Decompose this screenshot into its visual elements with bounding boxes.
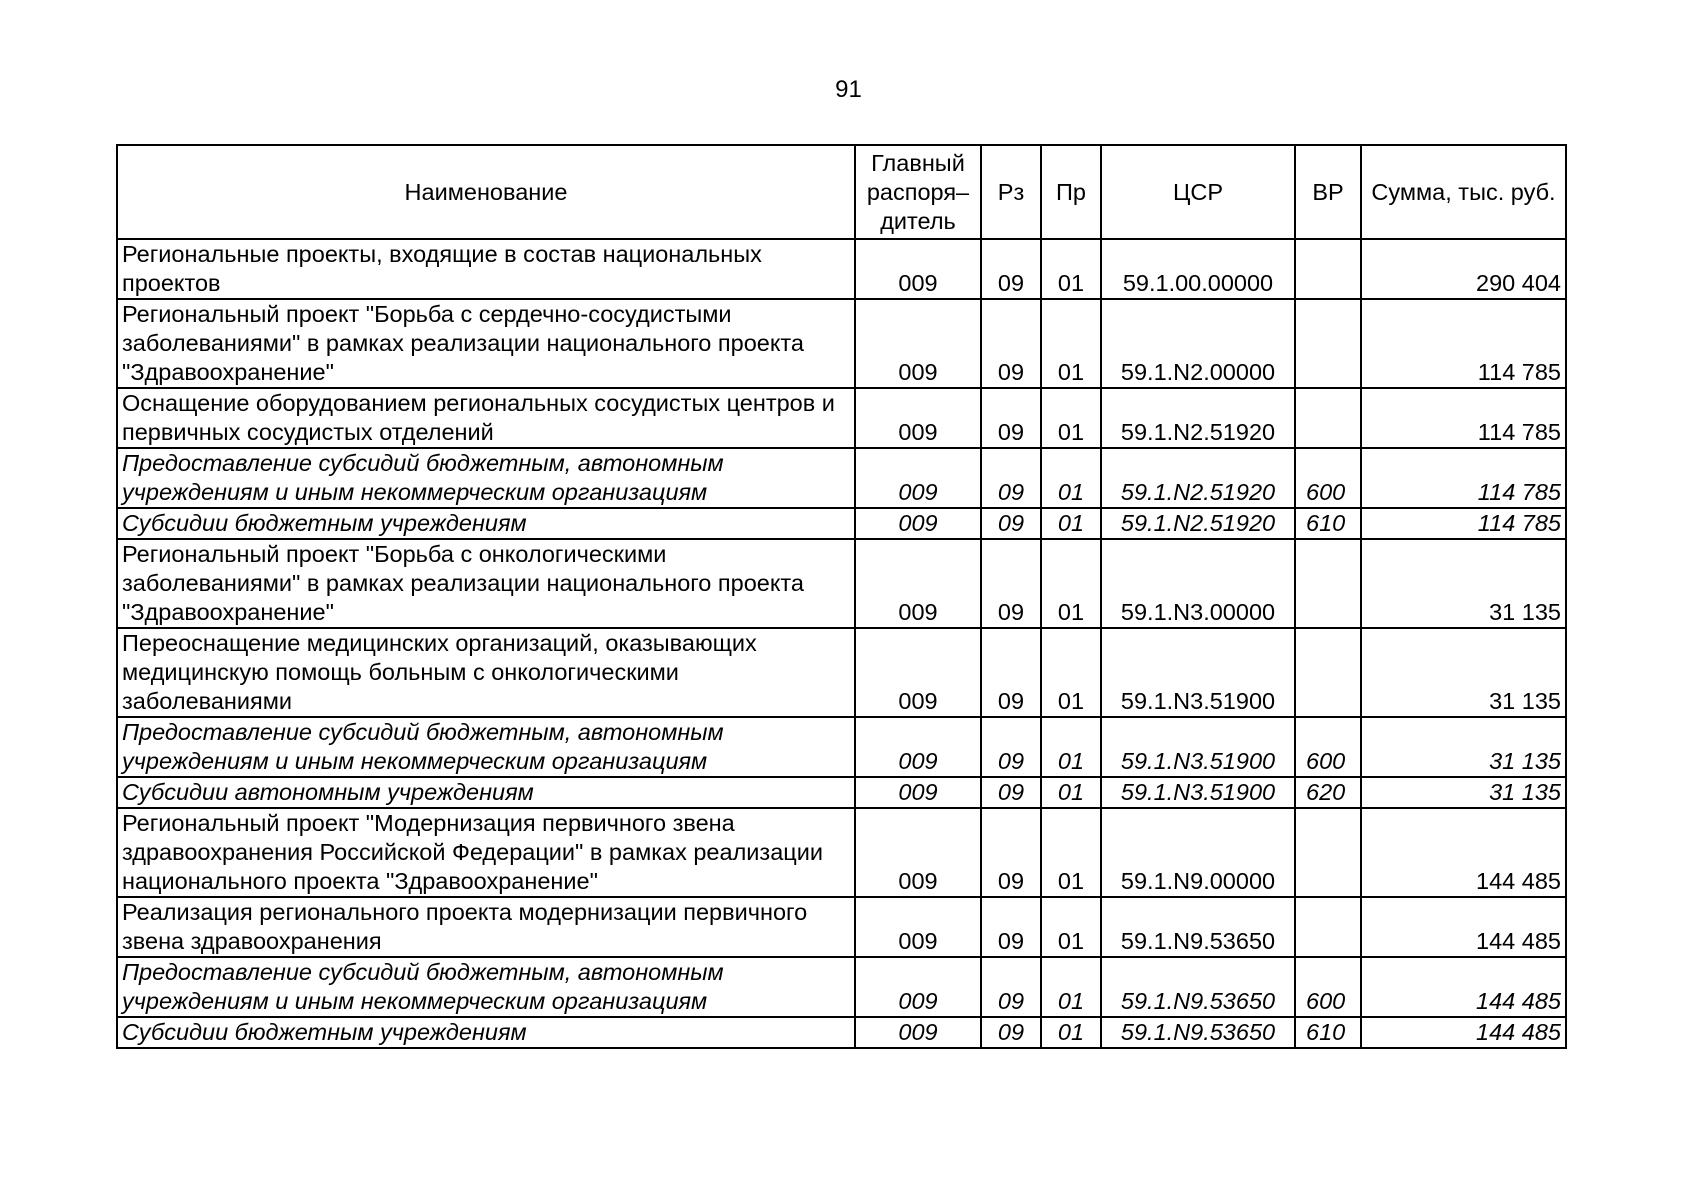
cell-csr: 59.1.N3.51900 (1101, 777, 1295, 808)
cell-sum: 114 785 (1361, 388, 1566, 448)
table-row (117, 957, 1566, 1017)
cell-name: Региональный проект "Борьба с сердечно-сосудистыми заболеваниями" в рамках реализации национального проекта "Здравоохранение" (117, 299, 855, 388)
cell-sum: 144 485 (1361, 957, 1566, 1017)
cell-name: Предоставление субсидий бюджетным, автономным учреждениям и иным некоммерческим организациям (117, 717, 855, 777)
cell-rz: 09 (981, 239, 1041, 299)
cell-grbs: 009 (855, 717, 981, 777)
cell-name: Предоставление субсидий бюджетным, автономным учреждениям и иным некоммерческим организациям (117, 957, 855, 1017)
cell-sum: 31 135 (1361, 628, 1566, 717)
cell-vr (1295, 239, 1361, 299)
header-csr: ЦСР (1101, 145, 1295, 239)
table-row (117, 299, 1566, 388)
cell-pr: 01 (1041, 508, 1101, 539)
header-pr: Пр (1041, 145, 1101, 239)
cell-rz: 09 (981, 1017, 1041, 1048)
cell-vr (1295, 539, 1361, 628)
header-grbs: Главный распоря–дитель (855, 145, 981, 239)
cell-name: Субсидии автономным учреждениям (117, 777, 855, 808)
cell-pr: 01 (1041, 897, 1101, 957)
cell-pr: 01 (1041, 628, 1101, 717)
cell-rz: 09 (981, 448, 1041, 508)
cell-sum: 144 485 (1361, 897, 1566, 957)
cell-sum: 31 135 (1361, 717, 1566, 777)
cell-csr: 59.1.N2.51920 (1101, 508, 1295, 539)
cell-name: Предоставление субсидий бюджетным, автономным учреждениям и иным некоммерческим организациям (117, 448, 855, 508)
table-row (117, 1017, 1566, 1048)
cell-pr: 01 (1041, 957, 1101, 1017)
cell-sum: 31 135 (1361, 777, 1566, 808)
cell-sum: 114 785 (1361, 299, 1566, 388)
cell-vr: 610 (1295, 508, 1361, 539)
page-number: 91 (835, 76, 862, 103)
cell-rz: 09 (981, 957, 1041, 1017)
cell-grbs: 009 (855, 777, 981, 808)
table-row (117, 539, 1566, 628)
cell-sum: 290 404 (1361, 239, 1566, 299)
cell-name: Оснащение оборудованием региональных сосудистых центров и первичных сосудистых отделений (117, 388, 855, 448)
cell-name: Региональный проект "Модернизация первичного звена здравоохранения Российской Федерации" в рамках реализации национального проекта "Здравоохранение" (117, 808, 855, 897)
cell-csr: 59.1.N9.00000 (1101, 808, 1295, 897)
table-row (117, 239, 1566, 299)
table-row (117, 717, 1566, 777)
cell-grbs: 009 (855, 539, 981, 628)
table-row (117, 777, 1566, 808)
cell-csr: 59.1.N2.51920 (1101, 448, 1295, 508)
cell-name: Региональный проект "Борьба с онкологическими заболеваниями" в рамках реализации национального проекта "Здравоохранение" (117, 539, 855, 628)
cell-grbs: 009 (855, 897, 981, 957)
cell-pr: 01 (1041, 717, 1101, 777)
cell-name: Субсидии бюджетным учреждениям (117, 508, 855, 539)
table-row (117, 508, 1566, 539)
cell-pr: 01 (1041, 448, 1101, 508)
cell-sum: 144 485 (1361, 1017, 1566, 1048)
cell-grbs: 009 (855, 239, 981, 299)
cell-grbs: 009 (855, 299, 981, 388)
cell-pr: 01 (1041, 539, 1101, 628)
cell-pr: 01 (1041, 299, 1101, 388)
cell-vr: 610 (1295, 1017, 1361, 1048)
table-row (117, 808, 1566, 897)
cell-csr: 59.1.N2.51920 (1101, 388, 1295, 448)
cell-rz: 09 (981, 299, 1041, 388)
cell-vr: 620 (1295, 777, 1361, 808)
cell-vr (1295, 628, 1361, 717)
table-header (117, 145, 1566, 239)
cell-vr: 600 (1295, 717, 1361, 777)
cell-rz: 09 (981, 777, 1041, 808)
cell-grbs: 009 (855, 508, 981, 539)
cell-csr: 59.1.N3.51900 (1101, 717, 1295, 777)
cell-rz: 09 (981, 539, 1041, 628)
cell-vr (1295, 808, 1361, 897)
cell-csr: 59.1.N9.53650 (1101, 1017, 1295, 1048)
cell-csr: 59.1.N9.53650 (1101, 897, 1295, 957)
cell-csr: 59.1.N3.00000 (1101, 539, 1295, 628)
cell-sum: 114 785 (1361, 508, 1566, 539)
cell-sum: 31 135 (1361, 539, 1566, 628)
header-name: Наименование (117, 145, 855, 239)
budget-table (116, 144, 1567, 1049)
cell-vr (1295, 897, 1361, 957)
table-row (117, 628, 1566, 717)
cell-csr: 59.1.N9.53650 (1101, 957, 1295, 1017)
cell-rz: 09 (981, 628, 1041, 717)
cell-rz: 09 (981, 508, 1041, 539)
cell-pr: 01 (1041, 388, 1101, 448)
cell-grbs: 009 (855, 388, 981, 448)
cell-vr (1295, 388, 1361, 448)
header-rz: Рз (981, 145, 1041, 239)
cell-grbs: 009 (855, 808, 981, 897)
table-row (117, 388, 1566, 448)
table-body (117, 239, 1566, 1048)
table-row (117, 897, 1566, 957)
cell-name: Переоснащение медицинских организаций, оказывающих медицинскую помощь больным с онкологическими заболеваниями (117, 628, 855, 717)
cell-vr: 600 (1295, 448, 1361, 508)
cell-sum: 114 785 (1361, 448, 1566, 508)
cell-grbs: 009 (855, 1017, 981, 1048)
cell-name: Региональные проекты, входящие в состав национальных проектов (117, 239, 855, 299)
cell-csr: 59.1.N3.51900 (1101, 628, 1295, 717)
cell-grbs: 009 (855, 448, 981, 508)
table-row (117, 448, 1566, 508)
cell-pr: 01 (1041, 1017, 1101, 1048)
cell-pr: 01 (1041, 239, 1101, 299)
cell-pr: 01 (1041, 808, 1101, 897)
cell-rz: 09 (981, 808, 1041, 897)
cell-name: Реализация регионального проекта модернизации первичного звена здравоохранения (117, 897, 855, 957)
cell-pr: 01 (1041, 777, 1101, 808)
cell-csr: 59.1.N2.00000 (1101, 299, 1295, 388)
header-vr: ВР (1295, 145, 1361, 239)
cell-name: Субсидии бюджетным учреждениям (117, 1017, 855, 1048)
cell-rz: 09 (981, 388, 1041, 448)
cell-vr: 600 (1295, 957, 1361, 1017)
cell-rz: 09 (981, 897, 1041, 957)
cell-sum: 144 485 (1361, 808, 1566, 897)
cell-csr: 59.1.00.00000 (1101, 239, 1295, 299)
header-row (117, 145, 1566, 239)
cell-grbs: 009 (855, 628, 981, 717)
cell-rz: 09 (981, 717, 1041, 777)
cell-vr (1295, 299, 1361, 388)
header-sum: Сумма, тыс. руб. (1361, 145, 1566, 239)
cell-grbs: 009 (855, 957, 981, 1017)
